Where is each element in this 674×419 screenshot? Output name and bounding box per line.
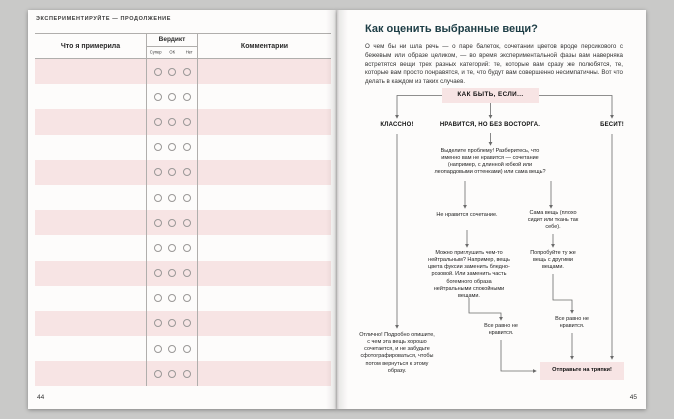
verdict-cell [146,311,198,336]
verdict-net-radio[interactable] [183,68,191,76]
comments-cell [198,109,331,134]
table-row [35,185,331,210]
tried-cell [35,361,146,386]
page-kicker: ЭКСПЕРИМЕНТИРУЙТЕ — ПРОДОЛЖЕНИЕ [36,16,172,22]
verdict-ok-radio[interactable] [168,269,176,277]
verdict-ok-radio[interactable] [168,345,176,353]
verdict-option-super: Супер [149,50,162,55]
col-header-tried: Что я примерила [60,42,121,50]
verdict-super-radio[interactable] [154,118,162,126]
comments-cell [198,361,331,386]
page-number-left: 44 [37,394,45,401]
flow-still-dislike-left-text: Все равно не нравится. [484,323,518,337]
comments-cell [198,160,331,185]
table-row [35,361,331,386]
flow-great-result-text: Отлично! Подробно опишите, с чем эта вещь хорошо сочетается, и не забудьте сфотографироваться, чтобы потом вернуться к этому образу. [359,332,435,374]
comments-cell [198,235,331,260]
verdict-cell [146,235,198,260]
table-rows [35,59,331,386]
verdict-ok-radio[interactable] [168,143,176,151]
table-row [35,84,331,109]
verdict-cell [146,286,198,311]
table-row [35,261,331,286]
comments-cell [198,185,331,210]
verdict-cell [146,59,198,84]
verdict-ok-radio[interactable] [168,93,176,101]
table-row [35,311,331,336]
col-header-verdict [146,34,198,58]
verdict-cell [146,185,198,210]
page-number-right: 45 [629,394,637,401]
verdict-net-radio[interactable] [183,345,191,353]
flow-item-dislike-text: Сама вещь (плохо сидит или ткань так себе). [527,210,579,231]
tried-cell [35,109,146,134]
comments-cell [198,210,331,235]
verdict-ok-radio[interactable] [168,194,176,202]
verdict-net-radio[interactable] [183,168,191,176]
verdict-net-radio[interactable] [183,219,191,227]
tried-cell [35,286,146,311]
flow-branch-great: КЛАССНО! [380,122,414,128]
table-row [35,59,331,84]
verdict-net-radio[interactable] [183,319,191,327]
verdict-net-radio[interactable] [183,194,191,202]
tried-cell [35,59,146,84]
right-page [337,10,646,409]
verdict-super-radio[interactable] [154,319,162,327]
flow-branch-hate: БЕСИТ! [600,122,624,128]
verdict-ok-radio[interactable] [168,244,176,252]
left-page [28,10,337,409]
verdict-cell [146,261,198,286]
verdict-net-radio[interactable] [183,244,191,252]
flow-combo-dislike-text: Не нравится сочетание. [436,212,498,218]
comments-cell [198,261,331,286]
verdict-cell [146,84,198,109]
verdict-net-radio[interactable] [183,370,191,378]
tried-cell [35,135,146,160]
comments-cell [198,311,331,336]
verdict-ok-radio[interactable] [168,294,176,302]
verdict-net-radio[interactable] [183,294,191,302]
verdict-cell [146,336,198,361]
table-row [35,235,331,260]
verdict-net-radio[interactable] [183,93,191,101]
verdict-ok-radio[interactable] [168,68,176,76]
comments-cell [198,135,331,160]
verdict-super-radio[interactable] [154,68,162,76]
tryon-table [35,33,331,386]
tried-cell [35,84,146,109]
table-row [35,336,331,361]
verdict-cell [146,361,198,386]
flow-try-other-text: Попробуйте ту же вещь с другими вещами. [530,250,576,271]
page-title: Как оценить выбранные вещи? [365,23,538,35]
flow-root-node: КАК БЫТЬ, ЕСЛИ... [442,88,539,103]
verdict-cell [146,135,198,160]
table-header [35,33,331,59]
verdict-cell [146,210,198,235]
verdict-super-radio[interactable] [154,168,162,176]
comments-cell [198,59,331,84]
tried-cell [35,210,146,235]
comments-cell [198,84,331,109]
verdict-ok-radio[interactable] [168,118,176,126]
col-header-comments: Комментарии [240,42,289,50]
verdict-option-net: Нет [185,50,193,55]
flow-still-dislike-right-text: Все равно не нравится. [555,316,589,330]
table-row [35,160,331,185]
intro-paragraph: О чем бы ни шла речь — о паре балеток, сочетании цветов вроде персикового с бежевым или образе целиком, — во время экспериментальной фазы вам наверняка встретятся вещи трех разных категорий: те, которые вам сразу же полюбятся, те, которые вам просто понравятся, и те, что будут вам совершенно несимпатичны. Вот что делать в каждом из таких случаев. [365,43,623,86]
verdict-cell [146,160,198,185]
verdict-super-radio[interactable] [154,269,162,277]
verdict-super-radio[interactable] [154,345,162,353]
tried-cell [35,311,146,336]
verdict-ok-radio[interactable] [168,319,176,327]
verdict-ok-radio[interactable] [168,219,176,227]
flow-branch-ok: НРАВИТСЯ, НО БЕЗ ВОСТОРГА. [439,122,541,128]
tried-cell [35,185,146,210]
tried-cell [35,336,146,361]
verdict-super-radio[interactable] [154,294,162,302]
verdict-cell [146,109,198,134]
table-row [35,286,331,311]
table-row [35,109,331,134]
flow-discard-node: Отправьте на тряпки! [540,362,624,380]
verdict-super-radio[interactable] [154,219,162,227]
verdict-super-radio[interactable] [154,370,162,378]
comments-cell [198,286,331,311]
verdict-net-radio[interactable] [183,118,191,126]
verdict-super-radio[interactable] [154,143,162,151]
verdict-net-radio[interactable] [183,143,191,151]
verdict-ok-radio[interactable] [168,370,176,378]
verdict-net-radio[interactable] [183,269,191,277]
flow-identify-text: Выделите проблему! Разберитесь, что именно вам не нравится — сочетание (например, с длинной юбкой или леопардовыми оттенками) или сама вещь? [434,148,546,176]
table-row [35,210,331,235]
tried-cell [35,261,146,286]
verdict-options-row [147,47,197,58]
verdict-ok-radio[interactable] [168,168,176,176]
tried-cell [35,160,146,185]
verdict-super-radio[interactable] [154,244,162,252]
table-row [35,135,331,160]
verdict-super-radio[interactable] [154,194,162,202]
verdict-option-ok: ОК [169,50,176,55]
tried-cell [35,235,146,260]
flow-neutralize-text: Можно приглушить чем-то нейтральным? Например, вещь цвета фуксии заменить бледно-розовой. Или заменить часть богемного образа нейтральными спокойными вещами. [428,250,510,299]
verdict-super-radio[interactable] [154,93,162,101]
verdict-label: Вердикт [147,34,197,47]
comments-cell [198,336,331,361]
